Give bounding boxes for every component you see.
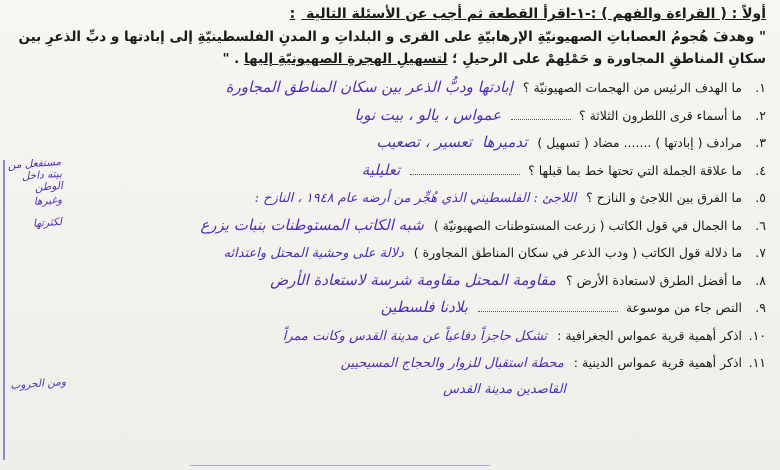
question-number: ١. — [755, 80, 766, 95]
handwritten-answer: اللاجئ : الفلسطيني الذي هُجِّر من أرضه عام ١٩٤٨ ، النازح : — [254, 191, 577, 206]
question-7 — [16, 239, 766, 267]
section-heading — [16, 4, 766, 24]
question-text: النص جاء من موسوعة — [625, 300, 743, 315]
handwritten-answer: مقاومة المحتل مقاومة شرسة لاستعادة الأرض — [270, 270, 557, 289]
pen-stroke — [190, 465, 490, 466]
question-number: ٨. — [755, 272, 766, 288]
handwritten-answer: محطة استقبال للزوار والحجاج المسيحيين — [340, 356, 564, 371]
passage-line-2-a: سكانِ المناطقِ المجاورة و حَمْلِهمْ على الرحيلِ ؛ — [447, 51, 766, 67]
passage-line-2-c: . " — [222, 51, 244, 67]
handwritten-answer: تشكل حاجزاً دفاعياً عن مدينة القدس وكانت ممراً — [282, 328, 548, 344]
handwritten-answer: شبه الكاتب المستوطنات بنبات يزرع — [200, 215, 424, 234]
question-text: ما الفرق بين اللاجئ و النازح ؟ — [586, 190, 743, 205]
handwritten-answer: بلادنا فلسطين — [380, 298, 468, 316]
question-11-continuation — [16, 377, 766, 401]
question-text: ما أسماء قرى اللطرون الثلاثة ؟ — [579, 107, 743, 123]
question-text: ما الجمال في قول الكاتب ( زرعت المستوطنات الصهيونيّة ) — [433, 217, 743, 233]
margin-note-4: ومن الحروب — [9, 375, 67, 392]
answer-dotted-line — [410, 173, 520, 175]
question-number: ٩. — [755, 300, 766, 315]
margin-note-2: وغيرها — [33, 193, 63, 208]
heading-colon: : — [289, 6, 296, 22]
question-11 — [16, 349, 766, 377]
question-number: ٥. — [755, 190, 766, 205]
passage-underlined-phrase: لتسهيلِ الهجرةِ الصهيونيّةِ إليها — [244, 51, 448, 67]
question-text: ما دلالة قول الكاتب ( ودب الذعر في سكان المناطق المجاورة ) — [413, 245, 743, 260]
question-6 — [16, 212, 766, 240]
handwritten-answer: عمواس ، يالو ، بيت نوبا — [354, 105, 502, 124]
answer-dotted-line — [478, 310, 618, 312]
question-4 — [16, 157, 766, 185]
margin-note-3: لكثرتها — [32, 215, 63, 230]
passage-line-1: " وهدفَ هُجومُ العصاباتِ الصهيونيّةِ الإرهابيّةِ على القرى و البلداتِ و المدنِ الفلسطينيّةِ إلى إبادتها و دبِّ الذعرِ بين — [18, 29, 766, 45]
handwritten-answer: دلالة على وحشية المحتل واعتدائه — [223, 246, 404, 261]
question-number: ٣. — [755, 135, 766, 150]
handwritten-answer-continued: القاصدين مدينة القدس — [443, 381, 567, 397]
question-number: ٦. — [755, 217, 766, 233]
worksheet-content — [16, 4, 766, 401]
question-text: ما علاقة الجملة التي تحتها خط بما قبلها ؟ — [528, 162, 743, 178]
answer-dotted-line — [511, 118, 571, 120]
question-2 — [16, 102, 766, 130]
question-text: اذكر أهمية قرية عمواس الدينية : — [573, 355, 743, 370]
handwritten-answer-synonym: تدميرها — [482, 133, 528, 151]
question-5 — [16, 184, 766, 212]
question-number: ٧. — [755, 245, 766, 260]
question-number: ٤. — [755, 162, 766, 178]
question-text: ما أفضل الطرق لاستعادة الأرض ؟ — [566, 272, 743, 288]
question-10 — [16, 322, 766, 350]
handwritten-answer: تعليلية — [361, 160, 401, 179]
reading-passage — [16, 26, 766, 70]
margin-note-1: مستفعل من بيته داخل الوطن — [7, 155, 64, 194]
question-number: ٢. — [755, 107, 766, 123]
question-number: ١٠. — [748, 327, 766, 343]
question-text: اذكر أهمية قرية عمواس الجغرافية : — [557, 327, 743, 343]
question-number: ١١. — [748, 355, 766, 370]
question-9 — [16, 294, 766, 322]
passage-line-2 — [16, 48, 766, 70]
question-3 — [16, 129, 766, 157]
handwritten-answer: إبادتها ودبُّ الذعر بين سكان المناطق المجاورة — [225, 78, 513, 96]
question-text: ما الهدف الرئيس من الهجمات الصهيونيّة ؟ — [522, 80, 743, 95]
question-text: مرادف ( إبادتها ) ....... مضاد ( تسهيل ) — [537, 135, 743, 150]
handwritten-answer-antonym: تعسير ، تصعيب — [376, 133, 473, 151]
section-title: أولاً : ( القراءة والفهم ) :-١-اقرأ القطعة ثم أجب عن الأسئلة التالية — [306, 6, 766, 22]
question-8 — [16, 267, 766, 295]
question-1 — [16, 74, 766, 102]
